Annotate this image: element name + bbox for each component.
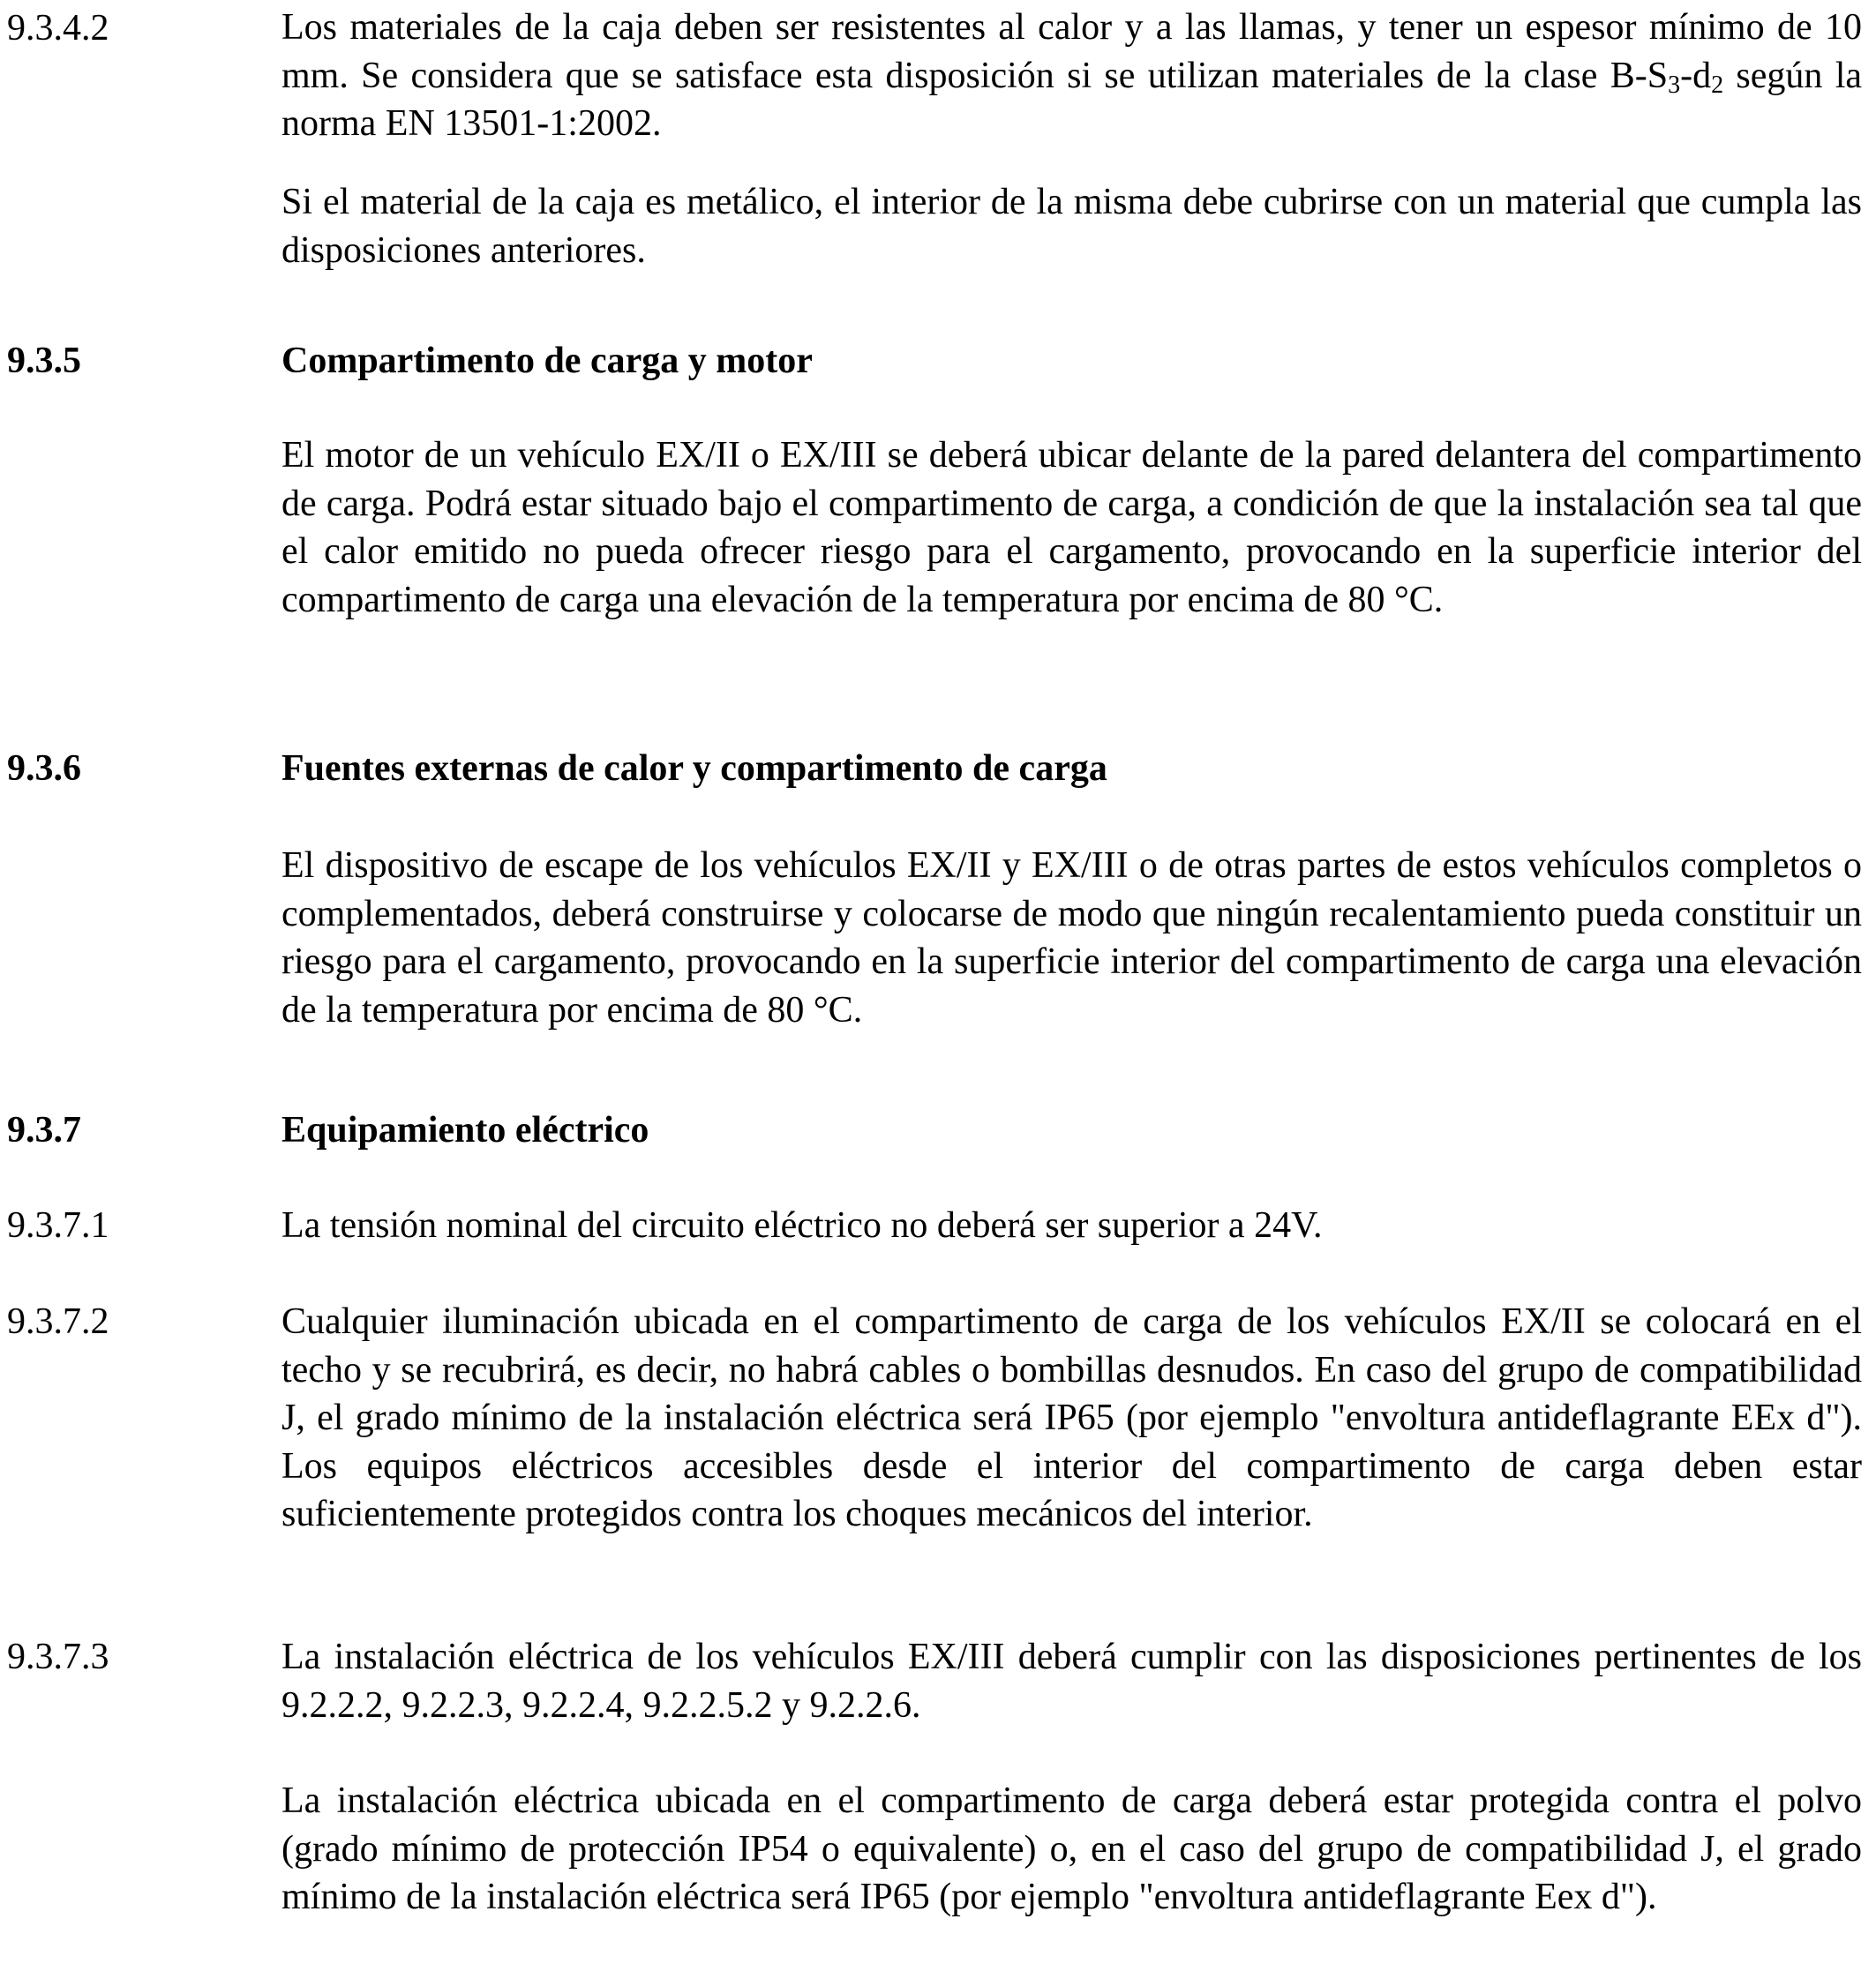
section-number: 9.3.4.2 — [7, 8, 109, 49]
paragraph — [281, 4, 1862, 148]
paragraph: Si el material de la caja es metálico, el interior de la misma debe cubrirse con un material que cumpla las disposiciones anteriores. — [281, 182, 1862, 271]
section-title: Compartimento de carga y motor — [281, 341, 813, 381]
subscript: 3 — [1668, 71, 1681, 99]
section-number: 9.3.7.1 — [7, 1205, 109, 1246]
paragraph-text: según la norma EN 13501-1:2002. — [281, 55, 1862, 144]
paragraph: El motor de un vehículo EX/II o EX/III se deberá ubicar delante de la pared delantera del compartimento de carga. Podrá estar situado bajo el compartimento de carga, a condición de que la instalación sea tal que el calor emitido no pueda ofrecer riesgo para el cargamento, provocando en la superficie interior del compartimento de carga una elevación de la temperatura por encima de 80 °C. — [281, 435, 1862, 620]
section-number: 9.3.6 — [7, 748, 81, 789]
subscript: 2 — [1711, 71, 1724, 99]
section-title: Fuentes externas de calor y compartimento de carga — [281, 748, 1107, 789]
section-title: Equipamiento eléctrico — [281, 1110, 649, 1151]
paragraph: Cualquier iluminación ubicada en el compartimento de carga de los vehículos EX/II se colocará en el techo y se recubrirá, es decir, no habrá cables o bombillas desnudos. En caso del grupo de compatibilidad J, el grado mínimo de la instalación eléctrica será IP65 (por ejemplo "envoltura antideflagrante EEx d"). Los equipos eléctricos accesibles desde el interior del compartimento de carga deben estar suficientemente protegidos contra los choques mecánicos del interior. — [281, 1301, 1862, 1534]
section-number: 9.3.7.2 — [7, 1301, 109, 1342]
section-number: 9.3.5 — [7, 341, 81, 381]
paragraph: El dispositivo de escape de los vehículos EX/II y EX/III o de otras partes de estos vehículos completos o complementados, deberá construirse y colocarse de modo que ningún recalentamiento pueda constituir un riesgo para el cargamento, provocando en la superficie interior del compartimento de carga una elevación de la temperatura por encima de 80 °C. — [281, 845, 1862, 1031]
paragraph: La instalación eléctrica ubicada en el compartimento de carga deberá estar protegida contra el polvo (grado mínimo de protección IP54 o equivalente) o, en el caso del grupo de compatibilidad J, el grado mínimo de la instalación eléctrica será IP65 (por ejemplo "envoltura antideflagrante Eex d"). — [281, 1780, 1862, 1917]
section-number: 9.3.7 — [7, 1110, 81, 1151]
section-number: 9.3.7.3 — [7, 1637, 109, 1677]
paragraph-text: Los materiales de la caja deben ser resistentes al calor y a las llamas, y tener un espesor mínimo de 10 mm. Se considera que se satisface esta disposición si se utilizan materiales de la clase B-S — [281, 7, 1862, 96]
paragraph: La tensión nominal del circuito eléctrico no deberá ser superior a 24V. — [281, 1205, 1323, 1246]
paragraph-text: -d — [1680, 55, 1712, 96]
paragraph: La instalación eléctrica de los vehículos EX/III deberá cumplir con las disposiciones pertinentes de los 9.2.2.2, 9.2.2.3, 9.2.2.4, 9.2.2.5.2 y 9.2.2.6. — [281, 1637, 1862, 1726]
